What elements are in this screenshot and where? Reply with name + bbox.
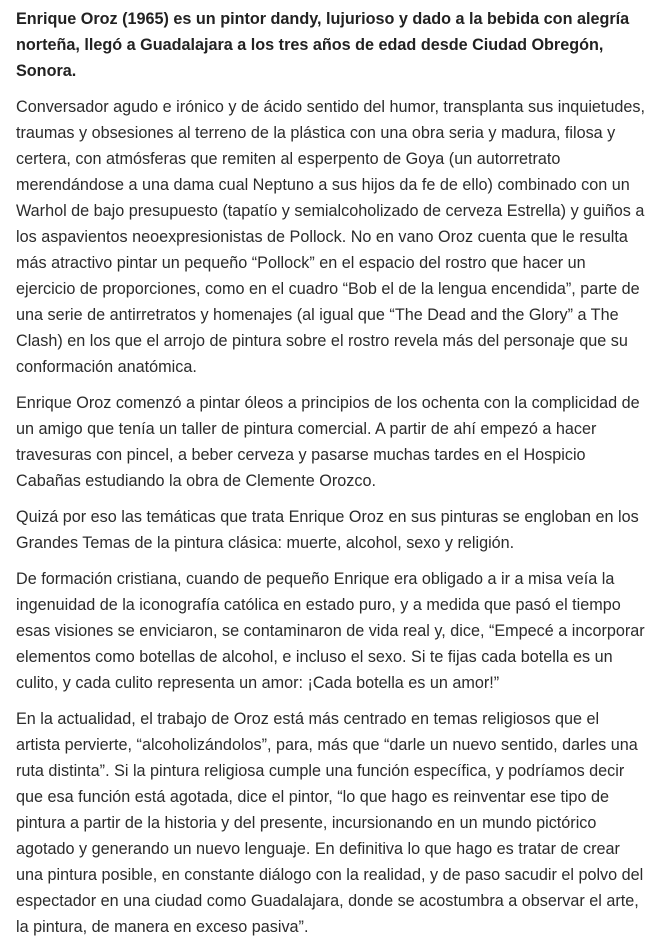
paragraph-actualidad: En la actualidad, el trabajo de Oroz está más centrado en temas religiosos que el artista pervierte, “alcoholizándolos”, para, más que “darle un nuevo sentido, darles una ruta distinta”. Si la pintura religiosa cumple una función específica, y podríamos decir que esa función está agotada, dice el pintor, “lo que hago es reinventar ese tipo de pintura a partir de la historia y del presente, incursionando en un mundo pictórico agotado y generando un nuevo lenguaje. En definitiva lo que hago es tratar de crear una pintura posible, en constante diálogo con la realidad, y de paso sacudir el polvo del espectador en una ciudad como Guadalajara, donde se acostumbra a observar el arte, la pintura, de manera en exceso pasiva”. (16, 710, 644, 936)
paragraph-formacion: De formación cristiana, cuando de pequeño Enrique era obligado a ir a misa veía la ingenuidad de la iconografía católica en estado puro, y a medida que pasó el tiempo esas visiones se enviciaron, se contaminaron de vida real y, dice, “Empecé a incorporar elementos como botellas de alcohol, e incluso el sexo. Si te fijas cada botella es un culito, y cada culito representa un amor: ¡Cada botella es un amor!” (16, 570, 645, 692)
paragraph-tematicas: Quizá por eso las temáticas que trata Enrique Oroz en sus pinturas se engloban en los Grandes Temas de la pintura clásica: muerte, alcohol, sexo y religión. (16, 508, 639, 552)
paragraph-oleos: Enrique Oroz comenzó a pintar óleos a principios de los ochenta con la complicidad de un amigo que tenía un taller de pintura comercial. A partir de ahí empezó a hacer travesuras con pincel, a beber cerveza y pasarse muchas tardes en el Hospicio Cabañas estudiando la obra de Clemente Orozco. (16, 394, 640, 490)
paragraph-conversador: Conversador agudo e irónico y de ácido sentido del humor, transplanta sus inquietudes, traumas y obsesiones al terreno de la plástica con una obra seria y madura, filosa y certera, con atmósferas que remiten al esperpento de Goya (un autorretrato merendándose a una dama cual Neptuno a sus hijos da fe de ello) combinado con un Warhol de bajo presupuesto (tapatío y semialcoholizado de cerveza Estrella) y guiños a los aspavientos neoexpresionistas de Pollock. No en vano Oroz cuenta que le resulta más atractivo pintar un pequeño “Pollock” en el espacio del rostro que hacer un ejercicio de proporciones, como en el cuadro “Bob el de la lengua encendida”, parte de una serie de antirretratos y homenajes (al igual que “The Dead and the Glory” a The Clash) en los que el arrojo de pintura sobre el rostro revela más del personaje que su conformación anatómica. (16, 98, 646, 376)
lead-paragraph: Enrique Oroz (1965) es un pintor dandy, lujurioso y dado a la bebida con alegría norteña, llegó a Guadalajara a los tres años de edad desde Ciudad Obregón, Sonora. (16, 10, 630, 80)
